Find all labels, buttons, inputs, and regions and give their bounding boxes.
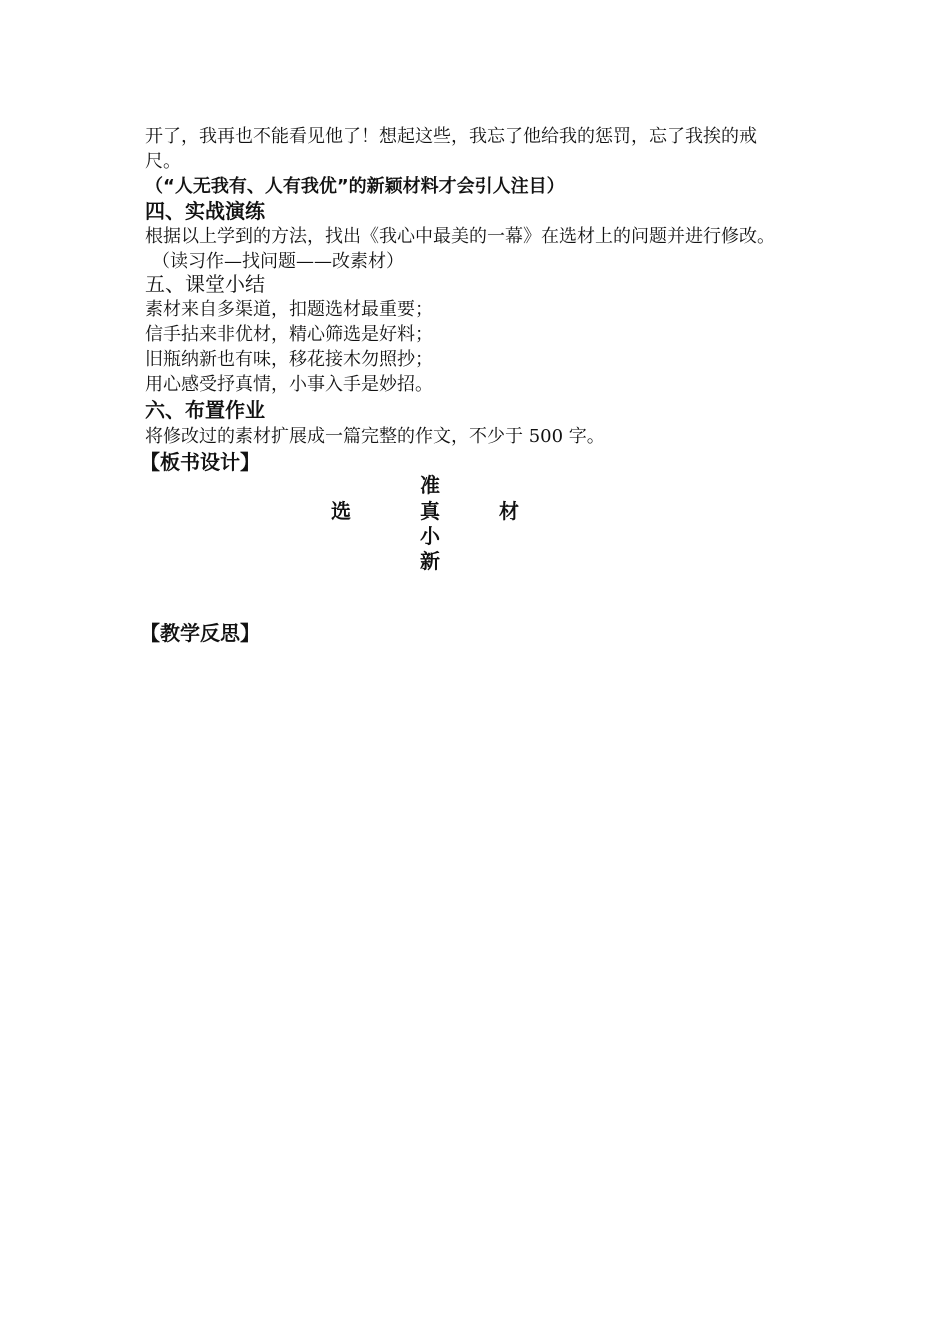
board-left-char: 选 [331, 499, 351, 523]
summary-line: 用心感受抒真情，小事入手是妙招。 [145, 374, 433, 395]
section-6-title: 六、布置作业 [145, 398, 265, 422]
section-4-title: 四、实战演练 [145, 199, 265, 223]
board-column-char: 小 [420, 524, 440, 548]
reflection-title: 【教学反思】 [140, 621, 260, 645]
summary-line: 信手拈来非优材，精心筛选是好料； [145, 324, 433, 345]
summary-line: 旧瓶纳新也有味，移花接木勿照抄； [145, 349, 433, 370]
section-6-text: 将修改过的素材扩展成一篇完整的作文，不少于 500 字。 [145, 426, 605, 447]
paragraph-line-2: 尺。 [145, 151, 181, 172]
paragraph-line-1: 开了，我再也不能看见他了！想起这些，我忘了他给我的惩罚，忘了我挨的戒 [145, 126, 757, 147]
board-column-char: 真 [420, 499, 440, 523]
summary-line: 素材来自多渠道，扣题选材最重要； [145, 299, 433, 320]
section-4-text: 根据以上学到的方法，找出《我心中最美的一幕》在选材上的问题并进行修改。 [145, 226, 775, 247]
board-column-char: 新 [420, 549, 440, 573]
board-column-char: 准 [420, 473, 440, 497]
paragraph-note: （“人无我有、人有我优”的新颖材料才会引人注目） [145, 176, 565, 197]
section-5-title: 五、课堂小结 [145, 272, 265, 296]
board-design-title: 【板书设计】 [140, 450, 260, 474]
section-4-subtext: （读习作—找问题——改素材） [152, 251, 404, 272]
board-right-char: 材 [499, 499, 519, 523]
